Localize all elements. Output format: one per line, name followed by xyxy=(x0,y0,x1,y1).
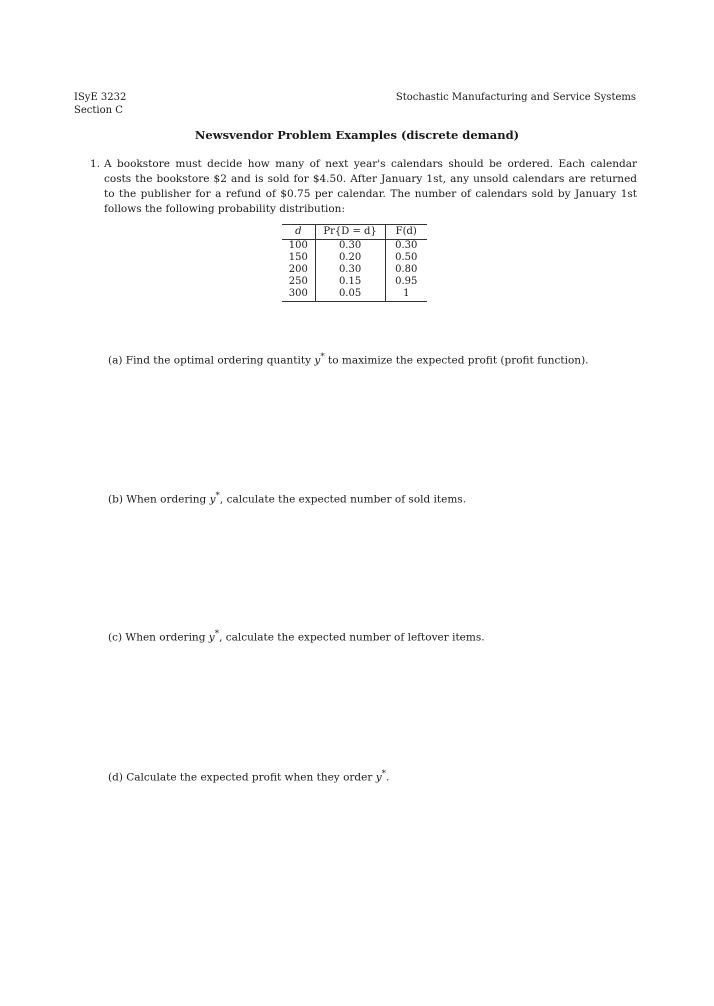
cell-d: 200 xyxy=(282,264,315,276)
course-title: Stochastic Manufacturing and Service Systems xyxy=(395,92,636,103)
part-d-prefix: (d) Calculate the expected profit when they order xyxy=(108,771,376,784)
cell-cdf: 0.50 xyxy=(395,252,418,263)
part-a-prefix: (a) Find the optimal ordering quantity xyxy=(108,354,315,367)
problem-statement: A bookstore must decide how many of next year's calendars should be ordered. Each calendar costs the bookstore $2 and is sold for $4.50. After January 1st, any unsold calendars are returned to the publisher for a refund of $0.75 per calendar. The number of calendars sold by January 1st follows the following probability distribution: xyxy=(104,158,637,215)
header-d: d xyxy=(282,225,315,240)
cell-d: 300 xyxy=(282,288,315,302)
question-part-b: (b) When ordering y*, calculate the expected number of sold items. xyxy=(108,491,467,506)
table-row xyxy=(282,240,427,253)
question-part-d: (d) Calculate the expected profit when they order y*. xyxy=(108,769,390,784)
part-b-suffix: , calculate the expected number of sold items. xyxy=(219,493,467,506)
cell-probability: 0.20 xyxy=(315,252,385,264)
cell-d: 100 xyxy=(282,240,315,253)
part-c-prefix: (c) When ordering xyxy=(108,631,209,644)
part-b-variable: y xyxy=(209,493,216,506)
part-a-variable: y xyxy=(314,354,321,367)
cell-d: 150 xyxy=(282,252,315,264)
probability-distribution-table xyxy=(282,224,427,302)
cell-cdf: 0.95 xyxy=(395,276,418,287)
part-a-suffix: to maximize the expected profit (profit function). xyxy=(324,354,589,367)
document-title: Newsvendor Problem Examples (discrete demand) xyxy=(194,128,520,142)
part-d-variable: y xyxy=(375,771,382,784)
table-row xyxy=(282,288,427,302)
cell-probability: 0.15 xyxy=(315,276,385,288)
table-row xyxy=(282,276,427,288)
table-row xyxy=(282,264,427,276)
cell-cdf: 0.30 xyxy=(395,240,418,251)
part-d-suffix: . xyxy=(386,771,390,784)
cell-probability: 0.30 xyxy=(315,240,385,253)
table-row xyxy=(282,252,427,264)
section-label: Section C xyxy=(74,105,123,116)
table-header-row xyxy=(282,225,427,240)
part-b-prefix: (b) When ordering xyxy=(108,493,210,506)
cell-probability: 0.05 xyxy=(315,288,385,302)
cell-probability: 0.30 xyxy=(315,264,385,276)
cell-cdf: 0.80 xyxy=(395,264,418,275)
cell-cdf: 1 xyxy=(385,288,427,302)
course-code: ISyE 3232 xyxy=(74,92,127,103)
cell-d: 250 xyxy=(282,276,315,288)
header-cdf: F(d) xyxy=(385,225,427,240)
question-part-a: (a) Find the optimal ordering quantity y* to maximize the expected profit (profit function). xyxy=(108,352,589,367)
header-probability: Pr{D = d} xyxy=(315,225,385,240)
question-part-c: (c) When ordering y*, calculate the expected number of leftover items. xyxy=(108,629,485,644)
problem-number: 1. xyxy=(90,158,101,170)
part-c-variable: y xyxy=(208,631,215,644)
part-c-suffix: , calculate the expected number of leftover items. xyxy=(219,631,485,644)
